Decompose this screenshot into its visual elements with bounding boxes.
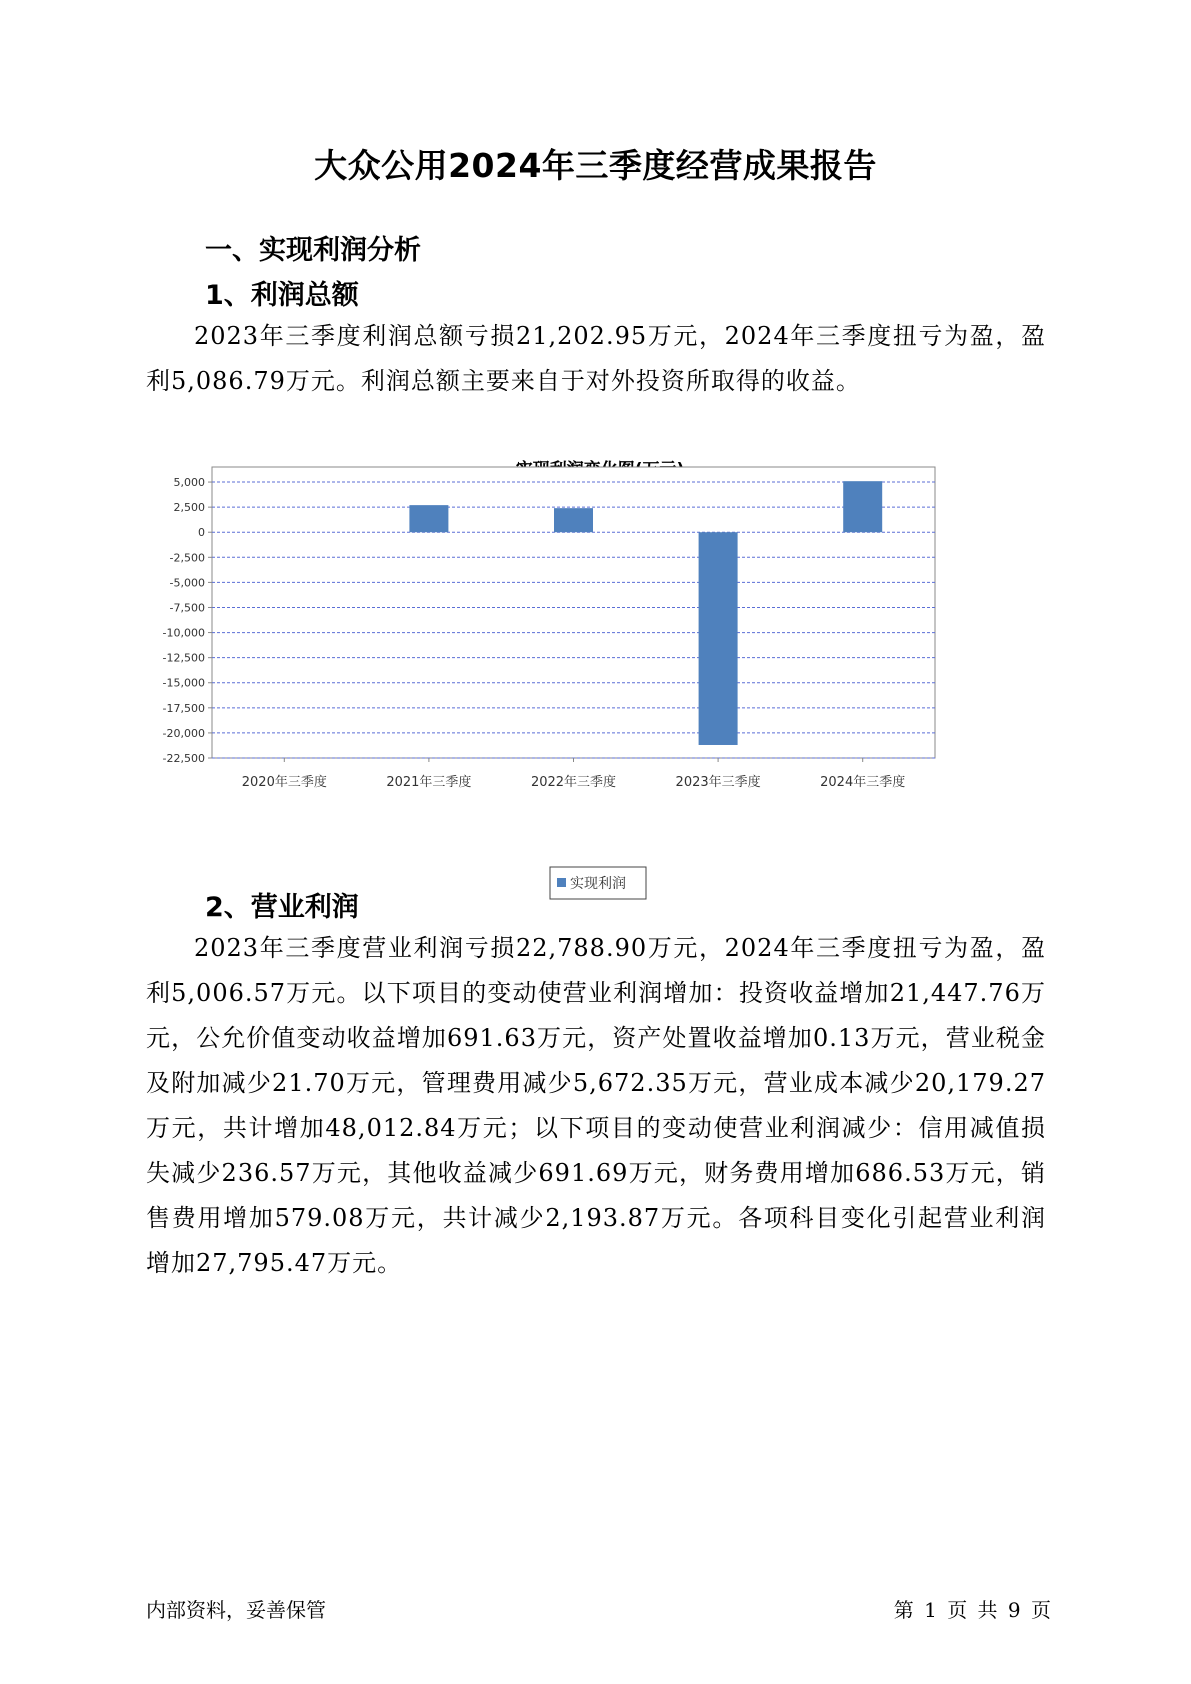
report-title: 大众公用2024年三季度经营成果报告 [314, 146, 877, 185]
x-tick-label: 2022年三季度 [530, 775, 617, 790]
y-tick-label: 5,000 [173, 476, 205, 490]
y-tick-label: -2,500 [169, 551, 205, 565]
subheading-operating-profit: 2、营业利润 [205, 892, 359, 923]
paragraph-operating-profit: 2023年三季度营业利润亏损22,788.90万元，2024年三季度扭亏为盈，盈利5,006.57万元。以下项目的变动使营业利润增加：投资收益增加21,447.76万元，公允价值变动收益增加691.63万元，资产处置收益增加0.13万元，营业税金及附加减少21.70万元，管理费用减少5,672.35万元，营业成本减少20,179.27万元，共计增加48,012.84万元；以下项目的变动使营业利润减少：信用减值损失减少236.57万元，其他收益减少691.69万元，财务费用增加686.53万元，销售费用增加579.08万元，共计减少2,193.87万元。各项科目变化引起营业利润增加27,795.47万元。 [146, 934, 1046, 1277]
paragraph-total-profit: 2023年三季度利润总额亏损21,202.95万元，2024年三季度扭亏为盈，盈利5,086.79万元。利润总额主要来自于对外投资所取得的收益。 [146, 322, 1046, 395]
y-tick-label: 2,500 [173, 501, 205, 515]
plot-area [163, 467, 935, 790]
x-tick-label: 2024年三季度 [820, 775, 906, 790]
y-tick-label: -15,000 [162, 676, 205, 690]
y-tick-label: -7,500 [169, 601, 205, 615]
y-tick-label: -20,000 [162, 726, 205, 740]
footer-confidential: 内部资料，妥善保管 [146, 1598, 326, 1622]
bar [843, 481, 882, 532]
x-tick-label: 2023年三季度 [675, 775, 761, 790]
x-tick-label: 2020年三季度 [241, 775, 327, 790]
footer-page-number: 第 1 页 共 9 页 [893, 1598, 1051, 1622]
legend-label: 实现利润 [570, 876, 626, 892]
bar [409, 505, 448, 532]
y-tick-label: -12,500 [162, 651, 205, 665]
y-tick-label: 0 [198, 526, 205, 540]
x-tick-label: 2021年三季度 [386, 775, 472, 790]
y-tick-label: -22,500 [162, 752, 205, 765]
bar [554, 508, 593, 532]
y-tick-label: -17,500 [162, 701, 205, 715]
bar [699, 532, 738, 745]
section-heading-profit-analysis: 一、实现利润分析 [205, 235, 421, 266]
subheading-total-profit: 1、利润总额 [205, 280, 359, 311]
y-tick-label: -10,000 [162, 626, 205, 640]
y-tick-label: -5,000 [169, 576, 205, 590]
chart-legend [550, 867, 646, 899]
legend-swatch [557, 878, 566, 887]
profit-bar-chart [140, 455, 1040, 910]
